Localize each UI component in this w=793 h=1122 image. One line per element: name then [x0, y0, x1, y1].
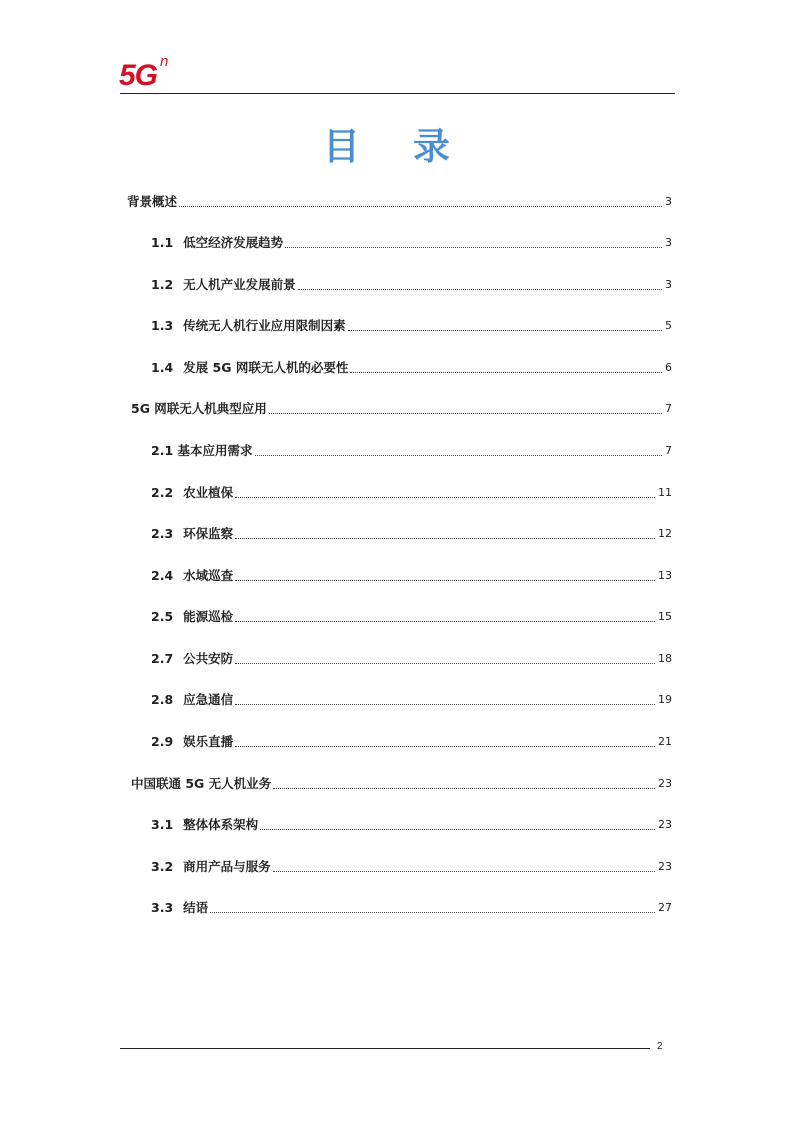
toc-entry-page: 7: [665, 444, 672, 457]
toc-entry-number: 1.4: [151, 360, 174, 375]
toc-entry-number: 2.5: [151, 609, 174, 624]
toc-entry-number: 2.7: [151, 651, 174, 666]
toc-entry-text: 低空经济发展趋势: [183, 235, 284, 250]
toc-leader: [235, 537, 655, 539]
toc-entry-number: 3.1: [151, 817, 174, 832]
toc-entry-text: 5G 网联无人机典型应用: [131, 401, 267, 416]
toc-entry-text: 商用产品与服务: [183, 859, 271, 874]
toc-entry-page: 11: [658, 486, 672, 499]
toc-leader: [255, 454, 663, 456]
toc-leader: [235, 745, 655, 747]
toc-entry-page: 15: [658, 610, 672, 623]
toc-entry-number: 3.2: [151, 859, 174, 874]
toc-entry-number: 2.4: [151, 568, 174, 583]
page-number: 2: [657, 1041, 663, 1052]
page-title: 目 录: [323, 125, 470, 168]
toc-entry-page: 3: [665, 236, 672, 249]
toc-leader: [348, 329, 662, 331]
toc-entry-page: 3: [665, 278, 672, 291]
toc-entry-text: 水域巡查: [183, 568, 234, 583]
toc-entry-page: 5: [665, 319, 672, 332]
toc-leader: [210, 911, 655, 913]
toc-entry-page: 7: [665, 402, 672, 415]
toc-leader: [235, 579, 655, 581]
toc-entry-page: 23: [658, 860, 672, 873]
toc-entry-page: 19: [658, 693, 672, 706]
toc-entry[interactable]: [151, 524, 672, 542]
toc-leader: [179, 205, 662, 207]
toc-entry[interactable]: [151, 441, 672, 459]
toc-leader: [298, 288, 662, 290]
toc-entry-number: 2.9: [151, 734, 174, 749]
toc-entry-text: 无人机产业发展前景: [183, 277, 296, 292]
toc-entry[interactable]: [151, 732, 672, 750]
toc-leader: [269, 412, 662, 414]
brand-logo: [119, 55, 167, 91]
toc-entry-number: 2.8: [151, 692, 174, 707]
toc-entry[interactable]: [151, 607, 672, 625]
toc-entry-page: 27: [658, 901, 672, 914]
toc-entry-number: 3.3: [151, 900, 174, 915]
toc-leader: [260, 828, 655, 830]
toc-entry[interactable]: [151, 483, 672, 501]
toc-entry[interactable]: [151, 690, 672, 708]
toc-entry[interactable]: [151, 857, 672, 875]
toc-leader: [235, 620, 655, 622]
toc-entry-text: 传统无人机行业应用限制因素: [183, 318, 346, 333]
toc-entry[interactable]: [131, 774, 672, 792]
toc-entry-page: 3: [665, 195, 672, 208]
toc-entry-text: 环保监察: [183, 526, 234, 541]
toc-entry[interactable]: [151, 649, 672, 667]
toc-entry-number: 2.3: [151, 526, 174, 541]
toc-entry-text: 农业植保: [183, 485, 234, 500]
toc-entry[interactable]: [151, 275, 672, 293]
toc-entry[interactable]: [127, 192, 672, 210]
toc-entry-text: 2.1 基本应用需求: [151, 443, 253, 458]
toc-leader: [285, 246, 662, 248]
toc-entry-number: 2.2: [151, 485, 174, 500]
toc-entry-text: 结语: [183, 900, 209, 915]
toc-entry-page: 23: [658, 777, 672, 790]
toc-entry-page: 21: [658, 735, 672, 748]
toc-leader: [273, 870, 655, 872]
toc-leader: [235, 662, 655, 664]
toc-leader: [235, 496, 655, 498]
toc-entry[interactable]: [131, 399, 672, 417]
toc-entry[interactable]: [151, 316, 672, 334]
toc-entry-text: 能源巡检: [183, 609, 234, 624]
toc-leader: [235, 703, 655, 705]
toc-entry-text: 发展 5G 网联无人机的必要性: [183, 360, 349, 375]
toc-entry-page: 12: [658, 527, 672, 540]
toc-entry-text: 整体体系架构: [183, 817, 259, 832]
footer-rule: [120, 1048, 650, 1049]
toc-entry-page: 6: [665, 361, 672, 374]
toc-entry-page: 13: [658, 569, 672, 582]
toc-leader: [350, 371, 662, 373]
toc-entry-number: 1.2: [151, 277, 174, 292]
toc-entry-page: 18: [658, 652, 672, 665]
toc-entry[interactable]: [151, 566, 672, 584]
toc-entry-number: 1.3: [151, 318, 174, 333]
toc-entry-page: 23: [658, 818, 672, 831]
toc-leader: [273, 787, 655, 789]
toc-entry[interactable]: [151, 358, 672, 376]
toc-entry-number: 1.1: [151, 235, 174, 250]
toc-entry-text: 公共安防: [183, 651, 234, 666]
header-rule: [120, 93, 675, 94]
toc-entry-text: 应急通信: [183, 692, 234, 707]
logo-text: 5G: [119, 59, 158, 92]
toc-entry[interactable]: [151, 233, 672, 251]
toc-entry-text: 中国联通 5G 无人机业务: [131, 776, 272, 791]
toc-entry[interactable]: [151, 898, 672, 916]
toc-entry-text: 娱乐直播: [183, 734, 234, 749]
logo-superscript: n: [160, 53, 168, 70]
toc-entry[interactable]: [151, 815, 672, 833]
toc-entry-text: 背景概述: [127, 194, 178, 209]
